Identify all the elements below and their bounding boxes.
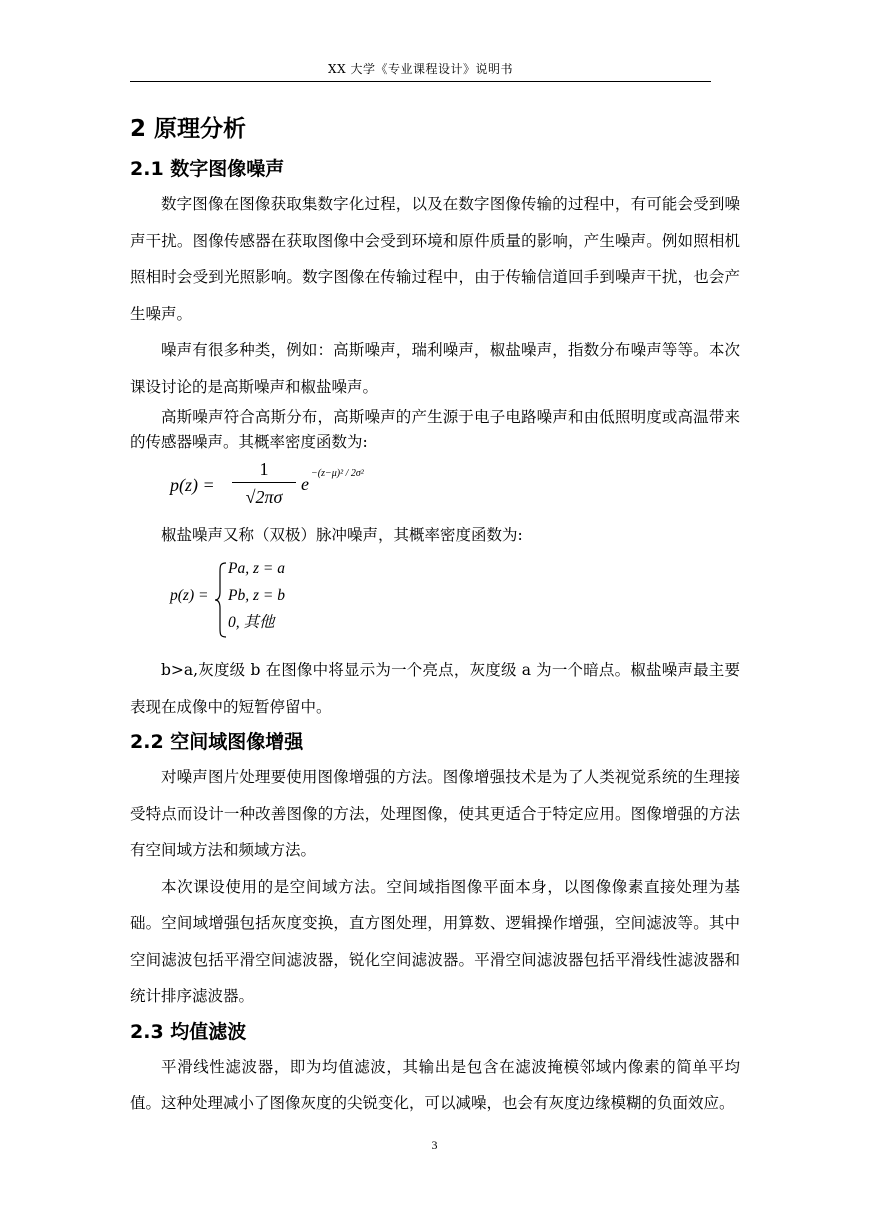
header-divider	[130, 81, 711, 82]
section-heading-2-3: 2.3 均值滤波	[130, 1020, 247, 1043]
section-heading-2-2: 2.2 空间域图像增强	[130, 731, 304, 753]
document-body	[130, 112, 740, 1122]
paragraph: b>a,灰度级 b 在图像中将显示为一个亮点，灰度级 a 为一个暗点。椒盐噪声最主要表现在成像中的短暂停留中。	[130, 661, 740, 716]
formula-base: e	[301, 474, 309, 494]
formula-exponent: −(z−μ)² / 2σ²	[311, 468, 364, 479]
paragraph: 对噪声图片处理要使用图像增强的方法。图像增强技术是为了人类视觉系统的生理接受特点而设计一种改善图像的方法，处理图像，使其更适合于特定应用。图像增强的方法有空间域方法和频域方法。	[130, 768, 740, 859]
formula-lhs: p(z) =	[170, 475, 215, 495]
gaussian-pdf-formula	[170, 457, 740, 519]
formula-case: 0, 其他	[228, 614, 275, 631]
running-header: XX 大学《专业课程设计》说明书	[328, 62, 513, 76]
chapter-title: 2 原理分析	[130, 116, 247, 142]
section-heading-2-1: 2.1 数字图像噪声	[130, 158, 285, 180]
paragraph: 椒盐噪声又称（双极）脉冲噪声，其概率密度函数为:	[161, 526, 523, 544]
left-brace-icon	[214, 562, 228, 638]
salt-pepper-pdf-formula	[170, 556, 740, 642]
page-number: 3	[431, 1138, 438, 1152]
paragraph: 高斯噪声符合高斯分布，高斯噪声的产生源于电子电路噪声和由低照明度或高温带来的传感器噪声。其概率密度函数为:	[130, 408, 740, 451]
formula-case: Pb, z = b	[228, 587, 285, 604]
paragraph: 数字图像在图像获取集数字化过程，以及在数字图像传输的过程中，有可能会受到噪声干扰。图像传感器在获取图像中会受到环境和原件质量的影响，产生噪声。例如照相机照相时会受到光照影响。数字图像在传输过程中，由于传输信道回手到噪声干扰，也会产生噪声。	[130, 195, 740, 323]
formula-lhs: p(z) =	[170, 587, 209, 604]
fraction-bar	[232, 482, 296, 483]
formula-numerator: 1	[259, 459, 269, 479]
paragraph: 平滑线性滤波器，即为均值滤波，其输出是包含在滤波掩模邻域内像素的简单平均值。这种处理减小了图像灰度的尖锐变化，可以减噪，也会有灰度边缘模糊的负面效应。	[130, 1057, 740, 1112]
formula-denominator: √2πσ	[245, 487, 283, 507]
formula-case: Pa, z = a	[228, 560, 285, 577]
formula-fraction	[232, 457, 296, 510]
paragraph: 噪声有很多种类，例如：高斯噪声，瑞利噪声，椒盐噪声，指数分布噪声等等。本次课设讨论的是高斯噪声和椒盐噪声。	[130, 341, 740, 396]
paragraph: 本次课设使用的是空间域方法。空间域指图像平面本身，以图像像素直接处理为基础。空间域增强包括灰度变换，直方图处理，用算数、逻辑操作增强，空间滤波等。其中空间滤波包括平滑空间滤波器，锐化空间滤波器。平滑空间滤波器包括平滑线性滤波器和统计排序滤波器。	[130, 877, 740, 1005]
